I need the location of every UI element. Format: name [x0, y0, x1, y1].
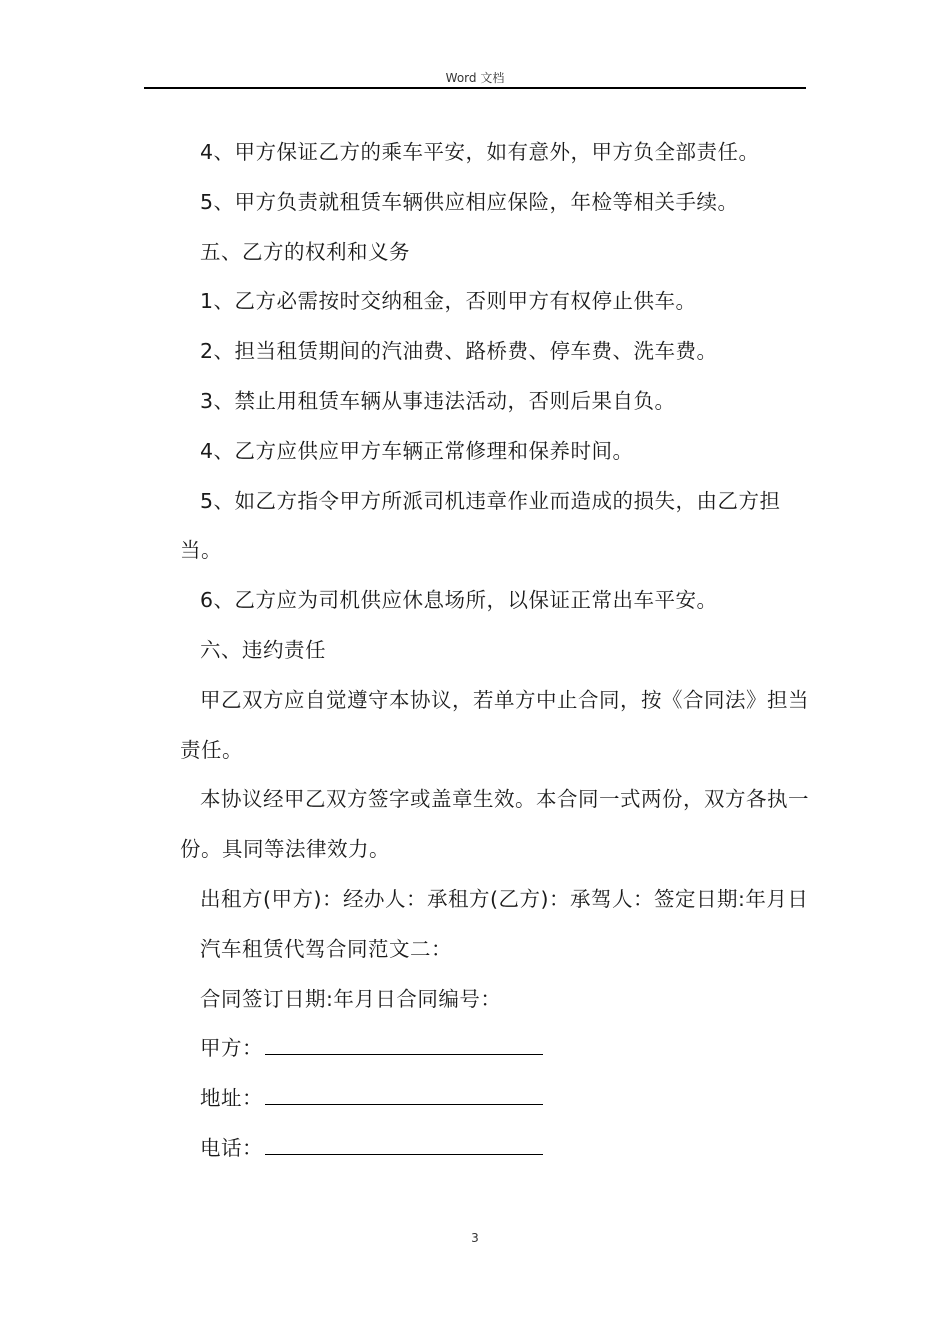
signature-line: 出租方(甲方)：经办人：承租方(乙方)：承驾人：签定日期:年月日 — [200, 886, 809, 911]
paragraph: 2、担当租赁期间的汽油费、路桥费、停车费、洗车费。 — [200, 339, 718, 364]
paragraph: 1、乙方必需按时交纳租金，否则甲方有权停止供车。 — [200, 289, 697, 314]
section-heading: 六、违约责任 — [200, 637, 326, 662]
paragraph: 5、甲方负责就租赁车辆供应相应保险，年检等相关手续。 — [200, 189, 739, 214]
section-heading: 汽车租赁代驾合同范文二： — [200, 936, 452, 961]
field-label: 地址： — [200, 1086, 263, 1111]
paragraph: 4、甲方保证乙方的乘车平安，如有意外，甲方负全部责任。 — [200, 140, 760, 164]
fill-in-blank — [265, 1077, 543, 1105]
paragraph: 3、禁止用租赁车辆从事违法活动，否则后果自负。 — [200, 388, 676, 413]
fill-in-blank — [265, 1127, 543, 1155]
field-label: 电话： — [200, 1135, 263, 1160]
page-number: 3 — [471, 1231, 479, 1245]
paragraph: 4、乙方应供应甲方车辆正常修理和保养时间。 — [200, 438, 634, 463]
fill-in-blank — [265, 1027, 543, 1055]
section-heading: 五、乙方的权利和义务 — [200, 239, 410, 264]
field-label: 甲方： — [200, 1036, 263, 1061]
contract-meta: 合同签订日期:年月日合同编号： — [200, 986, 502, 1011]
paragraph: 本协议经甲乙双方签字或盖章生效。本合同一式两份，双方各执一份。具同等法律效力。 — [180, 787, 809, 862]
paragraph: 6、乙方应为司机供应休息场所，以保证正常出车平安。 — [200, 588, 718, 613]
paragraph: 甲乙双方应自觉遵守本协议，若单方中止合同，按《合同法》担当责任。 — [180, 687, 809, 762]
paragraph: 5、如乙方指令甲方所派司机违章作业而造成的损失，由乙方担当。 — [180, 488, 781, 563]
document-body — [180, 128, 810, 1174]
form-field-phone — [180, 1124, 810, 1174]
form-field-address — [180, 1074, 810, 1124]
header-label: Word 文档 — [445, 71, 505, 85]
form-field-party-a — [180, 1024, 810, 1074]
header-divider — [144, 87, 806, 89]
